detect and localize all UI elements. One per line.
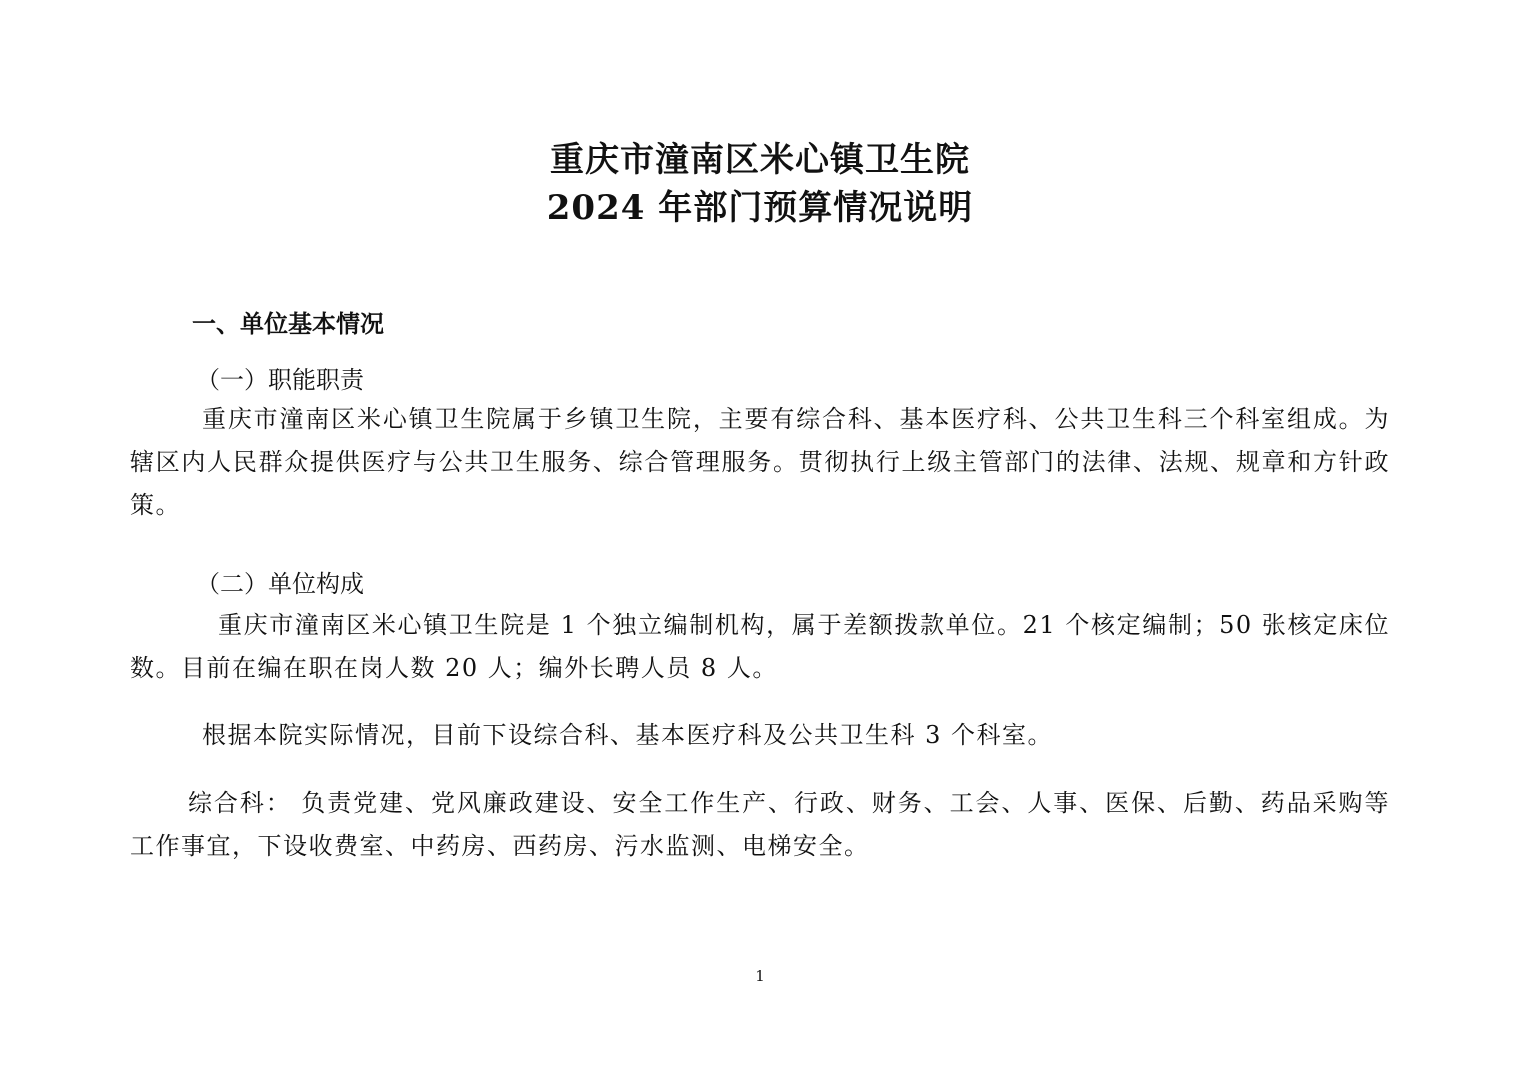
page-number: 1 (755, 967, 765, 985)
title-line-organization: 重庆市潼南区米心镇卫生院 (550, 140, 970, 180)
paragraph-duties: 重庆市潼南区米心镇卫生院属于乡镇卫生院，主要有综合科、基本医疗科、公共卫生科三个科室组成。为辖区内人民群众提供医疗与公共卫生服务、综合管理服务。贯彻执行上级主管部门的法律、法规、规章和方针政策。 (130, 405, 1390, 519)
subsection-heading-duties: （一）职能职责 (196, 366, 364, 394)
document-title (0, 136, 1520, 232)
title-line-report: 2024 年部门预算情况说明 (546, 188, 974, 228)
paragraph-composition: 重庆市潼南区米心镇卫生院是 1 个独立编制机构，属于差额拨款单位。21 个核定编制；50 张核定床位数。目前在编在职在岗人数 20 人；编外长聘人员 8 人。 (130, 611, 1390, 682)
paragraph-departments: 根据本院实际情况，目前下设综合科、基本医疗科及公共卫生科 3 个科室。 (202, 721, 1054, 749)
subsection-heading-composition: （二）单位构成 (196, 570, 364, 598)
section-heading-basic-info: 一、单位基本情况 (192, 310, 384, 338)
paragraph-general-department: 综合科： 负责党建、党风廉政建设、安全工作生产、行政、财务、工会、人事、医保、后勤、药品采购等工作事宜，下设收费室、中药房、西药房、污水监测、电梯安全。 (130, 789, 1390, 860)
